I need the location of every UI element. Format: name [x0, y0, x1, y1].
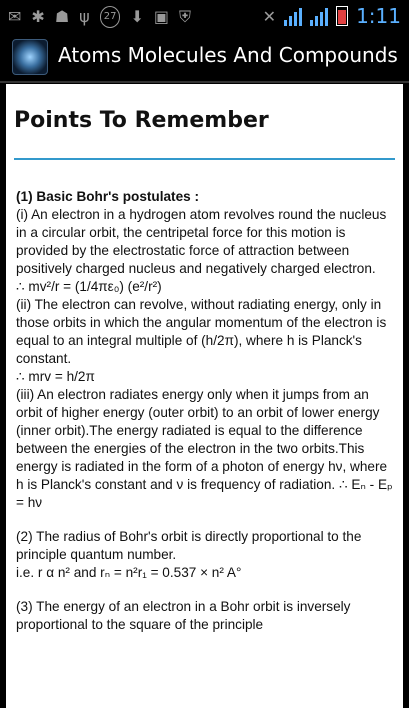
- postulate-3: (iii) An electron radiates energy only when it jumps from an orbit of higher energy (outer orbit) to an orbit of lower energy (inner orbit).The energy radiated is equal to the difference between the energies of the electron in the two orbits.This energy is radiated in the form of a photon of energy hν, where h is Planck's constant and ν is frequency of radiation. ∴ Eₙ - Eₚ = hν: [16, 387, 393, 510]
- status-bar: [0, 0, 409, 33]
- postulate-2: (ii) The electron can revolve, without radiating energy, only in those orbits in which the angular momentum of the electron is equal to an integral multiple of (h/2π), where h is Planck's constant.: [16, 297, 387, 366]
- cell-signal-icon: [310, 6, 328, 26]
- content-panel[interactable]: [6, 84, 403, 708]
- notification-count-badge: 27: [100, 6, 121, 28]
- app-icon[interactable]: [12, 39, 48, 75]
- page-title: Points To Remember: [14, 108, 269, 133]
- android-icon: ☗: [54, 7, 70, 26]
- section-2: (2) The radius of Bohr's orbit is directly proportional to the principle quantum number.: [16, 529, 362, 562]
- app-title: Atoms Molecules And Compounds: [58, 43, 398, 67]
- divider: [14, 158, 395, 160]
- system-icons: [263, 4, 401, 28]
- notification-icons: [8, 6, 191, 28]
- usb-icon: ψ: [79, 7, 90, 26]
- section-2-formula: i.e. r α n² and rₙ = n²r₁ = 0.537 × n² A°: [16, 565, 242, 580]
- postulate-2-formula: ∴ mrv = h/2π: [16, 369, 95, 384]
- network-signal-icon: [284, 6, 302, 26]
- article-body: [16, 188, 395, 634]
- download-icon: ⬇: [130, 7, 144, 26]
- app-title-bar: [0, 33, 409, 83]
- shield-icon: ⛨: [178, 7, 191, 26]
- section-3: (3) The energy of an electron in a Bohr orbit is inversely proportional to the square of the principle: [16, 599, 351, 632]
- email-icon: ✉: [8, 7, 22, 26]
- mute-icon: ✕: [262, 6, 277, 26]
- clock: 1:11: [356, 4, 401, 28]
- battery-icon: [336, 6, 348, 26]
- gallery-icon: ▣: [153, 7, 169, 26]
- postulate-1: (i) An electron in a hydrogen atom revolves round the nucleus in a circular orbit, the centripetal force for this motion is provided by the electrostatic force of attraction between positively charged nucleus and negatively charged electron.: [16, 207, 387, 276]
- postulate-1-formula: ∴ mv²/r = (1/4πε₀) (e²/r²): [16, 279, 162, 294]
- section-1-title: (1) Basic Bohr's postulates :: [16, 189, 200, 204]
- bbm-icon: ✱: [31, 7, 45, 26]
